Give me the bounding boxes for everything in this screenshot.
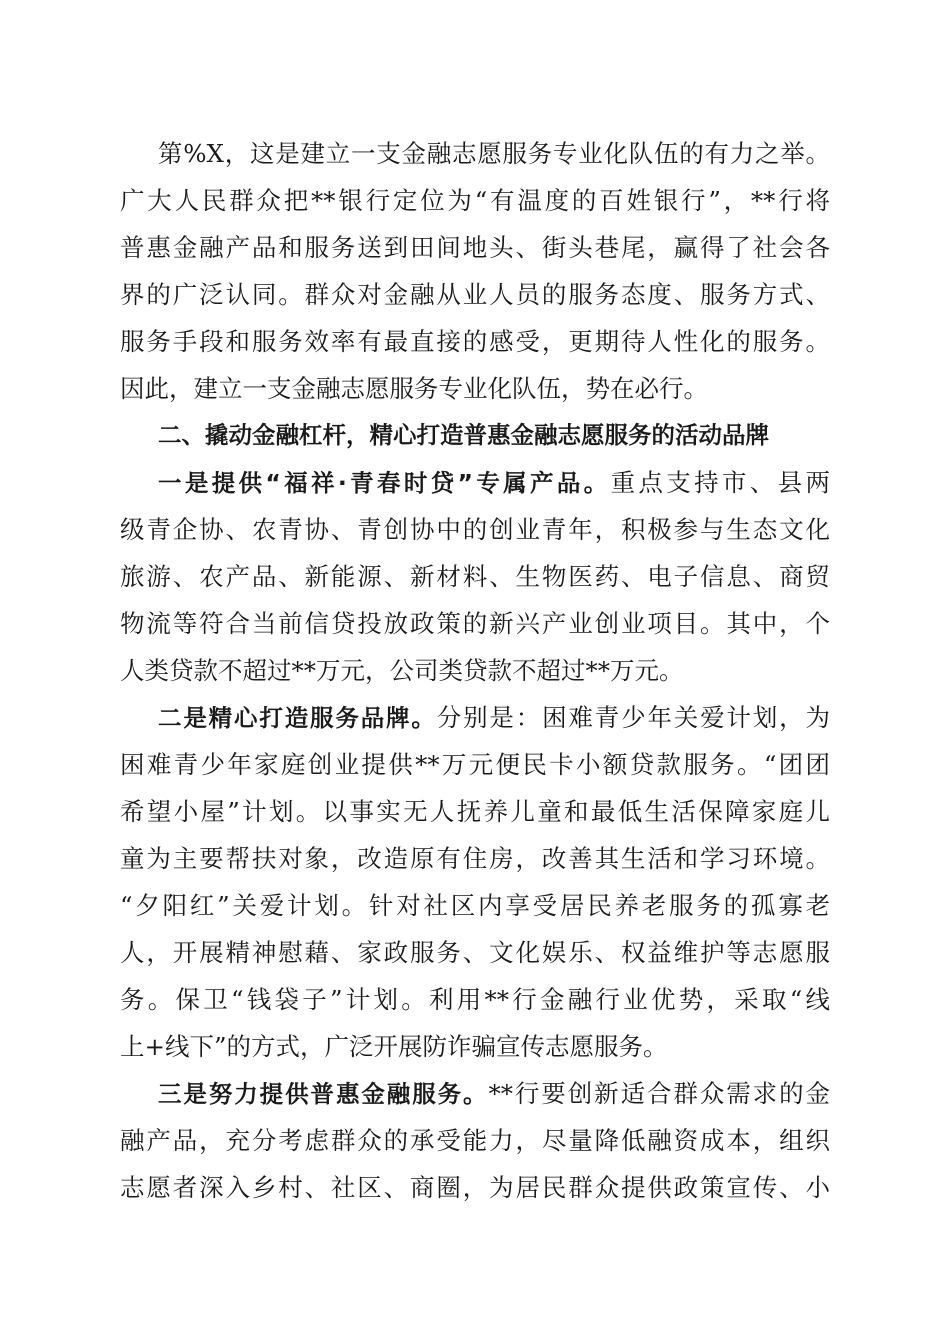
text-run: **行要创新适合群众需求的金 (488, 1079, 831, 1108)
text-line: 上+线下”的方式，广泛开展防诈骗宣传志愿服务。 (120, 1032, 668, 1061)
text-line: 因此，建立一支金融志愿服务专业化队伍，势在必行。 (120, 374, 708, 403)
text-line: 融产品，充分考虑群众的承受能力，尽量降低融资成本，组织 (120, 1126, 830, 1155)
paragraph-3 (120, 694, 830, 1070)
text-line (120, 1070, 830, 1117)
text-line: 旅游、农产品、新能源、新材料、生物医药、电子信息、商贸 (120, 562, 830, 591)
text-line: 务。保卫“钱袋子”计划。利用**行金融行业优势，采取“线 (120, 985, 830, 1014)
paragraph-2 (120, 459, 830, 694)
paragraph-lead: 二是精心打造服务品牌。 (158, 704, 437, 732)
text-run: 分别是：困难青少年关爱计划，为 (436, 703, 831, 732)
paragraph-4 (120, 1070, 830, 1211)
paragraph-1 (120, 130, 830, 412)
text-line: 志愿者深入乡村、社区、商圈，为居民群众提供政策宣传、小 (120, 1173, 830, 1202)
text-line: 普惠金融产品和服务送到田间地头、街头巷尾，赢得了社会各 (120, 233, 830, 262)
document-page (120, 130, 830, 1211)
text-line: 级青企协、农青协、青创协中的创业青年，积极参与生态文化 (120, 515, 830, 544)
paragraph-lead: 三是努力提供普惠金融服务。 (158, 1080, 489, 1108)
text-line: 困难青少年家庭创业提供**万元便民卡小额贷款服务。“团团 (120, 750, 830, 779)
text-line: 童为主要帮扶对象，改造原有住房，改善其生活和学习环境。 (120, 844, 830, 873)
text-line: 服务手段和服务效率有最直接的感受，更期待人性化的服务。 (120, 327, 830, 356)
text-line: 广大人民群众把**银行定位为“有温度的百姓银行”，**行将 (120, 186, 830, 215)
text-line (120, 694, 830, 741)
text-line: 人，开展精神慰藉、家政服务、文化娱乐、权益维护等志愿服 (120, 938, 830, 967)
text-line: 人类贷款不超过**万元，公司类贷款不超过**万元。 (120, 656, 684, 685)
text-line: “夕阳红”关爱计划。针对社区内享受居民养老服务的孤寡老 (120, 891, 830, 920)
text-line: 界的广泛认同。群众对金融从业人员的服务态度、服务方式、 (120, 280, 830, 309)
section-heading: 二、撬动金融杠杆，精心打造普惠金融志愿服务的活动品牌 (158, 421, 769, 449)
text-line: 希望小屋”计划。以事实无人抚养儿童和最低生活保障家庭儿 (120, 797, 830, 826)
paragraph-lead: 一是提供“福祥·青春时贷”专属产品。 (158, 469, 611, 497)
text-line: 第%X，这是建立一支金融志愿服务专业化队伍的有力之举。 (158, 139, 830, 168)
text-run: 重点支持市、县两 (610, 468, 830, 497)
text-line: 物流等符合当前信贷投放政策的新兴产业创业项目。其中，个 (120, 609, 830, 638)
text-line (120, 459, 830, 506)
